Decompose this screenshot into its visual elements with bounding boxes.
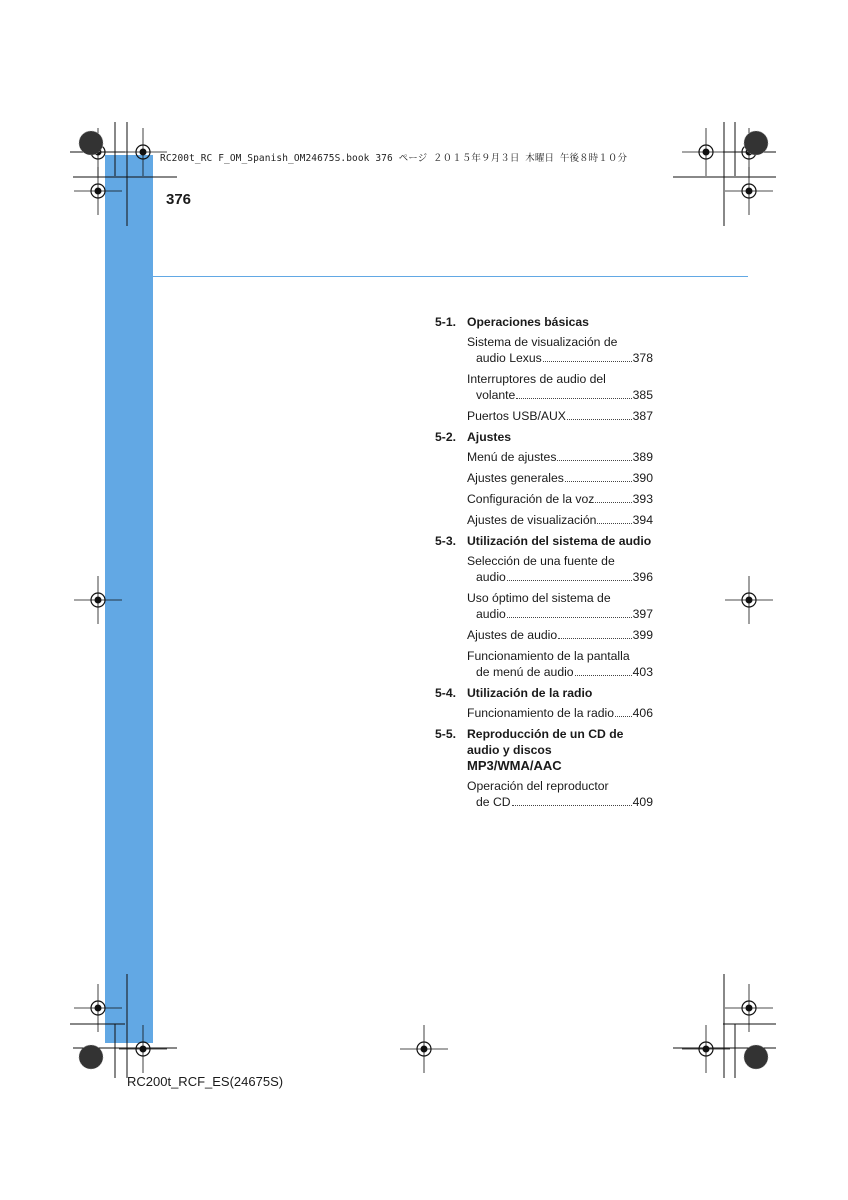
toc-entry-title: de CD [476,795,511,809]
dot-leader [507,617,632,618]
toc-entry [467,590,653,622]
toc-entry-title: volante [476,388,516,402]
registration-target-mark [725,984,773,1032]
toc-entry-title: Configuración de la voz [467,492,595,506]
print-file-header: RC200t_RC F_OM_Spanish_OM24675S.book 376 ページ ２０１５年９月３日 木曜日 午後８時１０分 [160,153,628,164]
registration-target-mark [400,1025,448,1073]
toc-entry [467,705,653,721]
toc-entry-line [467,408,653,424]
toc-entry-line [467,590,653,606]
toc-entry-title: Ajustes de audio [467,628,558,642]
toc-section [435,533,653,680]
toc-section [435,726,653,810]
section-title: Utilización del sistema de audio [467,534,652,548]
toc-entry [467,449,653,465]
registration-target-mark [74,576,122,624]
toc-entry [467,491,653,507]
toc-entry-line [467,569,653,585]
toc-page-number: 397 [632,607,653,621]
table-of-contents [435,314,653,815]
toc-entry [467,371,653,403]
toc-entry [467,648,653,680]
section-title: Reproducción de un CD de audio y discos [467,727,624,757]
toc-entry-title: audio Lexus [476,351,542,365]
registration-target-mark [682,128,730,176]
dot-leader [512,805,632,806]
toc-entry-line [467,470,653,486]
toc-page-number: 393 [632,492,653,506]
toc-section [435,685,653,721]
toc-entry-line [467,371,653,387]
toc-page-number: 389 [632,450,653,464]
toc-entry-line [467,334,653,350]
section-heading [435,726,653,774]
toc-entry [467,627,653,643]
toc-section [435,314,653,424]
dot-leader [597,523,631,524]
toc-entry [467,470,653,486]
toc-entry [467,334,653,366]
section-title-block [467,533,653,549]
dot-leader [507,580,632,581]
toc-page-number: 387 [632,409,653,423]
toc-page-number: 385 [632,388,653,402]
section-heading [435,685,653,701]
section-number: 5-1. [435,315,457,329]
toc-entry-line [467,648,653,664]
section-title: Utilización de la radio [467,686,593,700]
registration-target-mark [119,1025,167,1073]
toc-page-number: 403 [632,665,653,679]
section-title-block [467,429,653,445]
toc-entry-line [467,491,653,507]
dot-leader [565,481,632,482]
toc-entry-title: audio [476,570,506,584]
toc-page-number: 394 [632,513,653,527]
toc-entry-line [467,553,653,569]
toc-entry-line [467,778,653,794]
toc-page-number: 399 [632,628,653,642]
toc-entry-title: Funcionamiento de la radio [467,706,615,720]
section-number: 5-5. [435,727,457,741]
toc-page-number: 409 [632,795,653,809]
registration-target-mark [682,1025,730,1073]
toc-entry [467,512,653,528]
toc-entry-line [467,794,653,810]
dot-leader [558,638,632,639]
toc-page-number: 378 [632,351,653,365]
toc-entry [467,408,653,424]
toc-entry-title: Sistema de visualización de [467,335,618,349]
section-number: 5-4. [435,686,457,700]
section-number: 5-3. [435,534,457,548]
starburst-mark [744,1045,768,1069]
dot-leader [543,361,632,362]
dot-leader [575,675,632,676]
toc-entry-line [467,512,653,528]
dot-leader [615,716,632,717]
toc-entry-line [467,350,653,366]
section-number: 5-2. [435,430,457,444]
toc-entry-title: de menú de audio [476,665,574,679]
toc-entry-title: audio [476,607,506,621]
toc-entry-line [467,664,653,680]
toc-entry-title: Operación del reproductor [467,779,609,793]
registration-target-mark [725,167,773,215]
starburst-mark [79,1045,103,1069]
toc-entry-title: Ajustes de visualización [467,513,597,527]
section-heading [435,314,653,330]
toc-entry-title: Menú de ajustes [467,450,557,464]
section-heading [435,533,653,549]
section-subtitle: MP3/WMA/AAC [467,758,562,773]
section-title: Operaciones básicas [467,315,589,329]
section-title-block [467,685,653,701]
toc-entry-line [467,387,653,403]
footer-code: RC200t_RCF_ES(24675S) [127,1074,284,1089]
toc-entry [467,553,653,585]
toc-entry [467,778,653,810]
toc-entry-title: Puertos USB/AUX [467,409,566,423]
dot-leader [567,419,632,420]
toc-entry-line [467,705,653,721]
toc-entry-title: Ajustes generales [467,471,564,485]
dot-leader [595,502,631,503]
toc-entry-title: Funcionamiento de la pantalla [467,649,630,663]
section-title: Ajustes [467,430,512,444]
toc-section [435,429,653,528]
toc-entry-line [467,627,653,643]
header-divider [153,276,748,277]
toc-entry-line [467,449,653,465]
toc-page-number: 406 [632,706,653,720]
registration-target-mark [725,576,773,624]
dot-leader [557,460,631,461]
dot-leader [516,398,631,399]
starburst-mark [79,131,103,155]
section-title-block [467,314,653,330]
starburst-mark [744,131,768,155]
section-heading [435,429,653,445]
toc-page-number: 390 [632,471,653,485]
section-title-block [467,726,653,774]
page-number: 376 [166,191,192,208]
toc-entry-title: Uso óptimo del sistema de [467,591,611,605]
toc-entry-line [467,606,653,622]
toc-entry-title: Selección de una fuente de [467,554,615,568]
toc-entry-title: Interruptores de audio del [467,372,606,386]
toc-page-number: 396 [632,570,653,584]
